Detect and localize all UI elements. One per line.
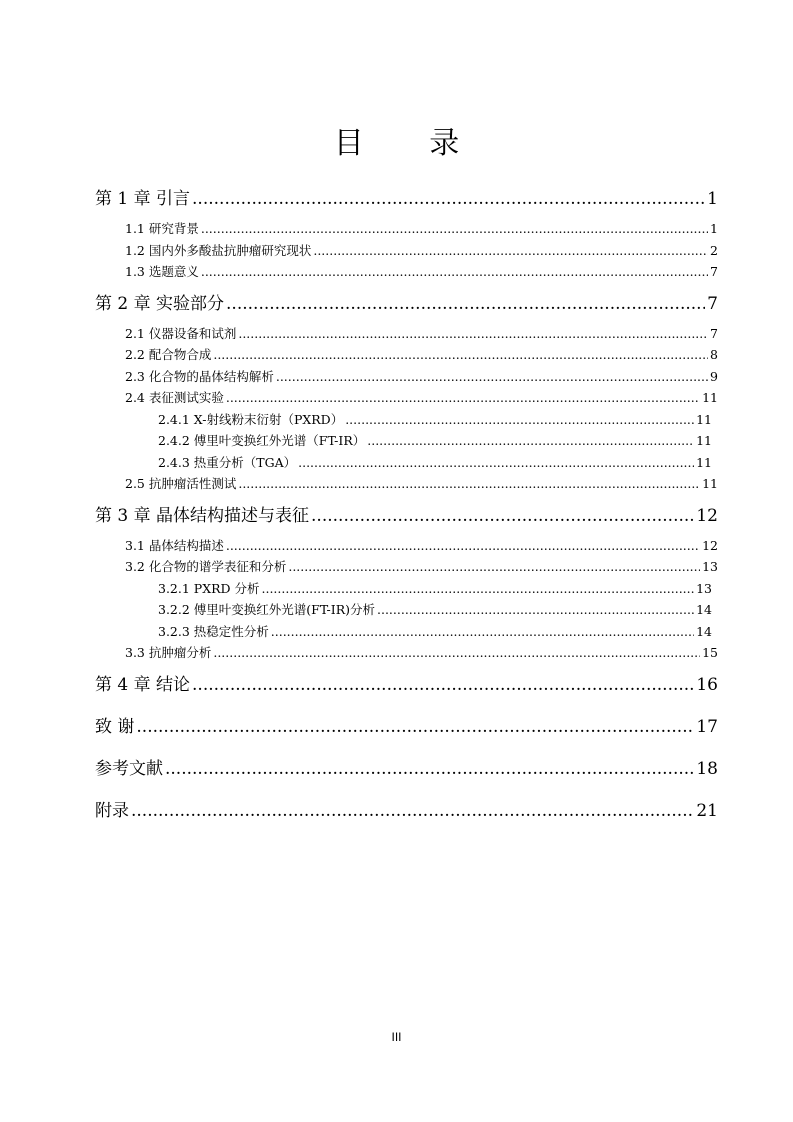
toc-entry-label: 第 1 章 引言 (95, 189, 191, 209)
toc-entry[interactable] (95, 714, 718, 756)
dot-leader (201, 218, 708, 240)
toc-entry-page: 14 (696, 623, 712, 639)
dot-leader (136, 714, 694, 740)
toc-entry-label: 参考文献 (95, 758, 163, 779)
toc-entry-label: 第 3 章 晶体结构描述与表征 (95, 505, 310, 526)
toc-entry-label: 2.4.2 傅里叶变换红外光谱（FT-IR） (158, 433, 366, 448)
toc-entry-label: 3.2.3 热稳定性分析 (158, 623, 269, 639)
toc-entry-page: 11 (702, 390, 718, 405)
toc-entry-label: 2.4.3 热重分析（TGA） (158, 454, 297, 470)
toc-entry[interactable] (158, 409, 712, 431)
toc-list (95, 186, 718, 840)
toc-entry-label: 3.3 抗肿瘤分析 (125, 645, 212, 660)
dot-leader (192, 186, 705, 212)
toc-entry-page: 12 (702, 537, 718, 553)
toc-entry-label: 2.4 表征测试实验 (125, 390, 224, 405)
toc-entry-label: 1.1 研究背景 (125, 221, 199, 236)
dot-leader (377, 599, 694, 621)
dot-leader (201, 261, 708, 283)
dot-leader (345, 409, 694, 431)
toc-entry-page: 18 (696, 758, 718, 779)
toc-entry-page: 2 (710, 242, 718, 258)
toc-entry[interactable] (158, 452, 712, 474)
toc-entry[interactable] (125, 556, 718, 578)
dot-leader (213, 344, 708, 366)
toc-entry-page: 17 (696, 716, 718, 737)
toc-entry-page: 11 (696, 454, 712, 470)
toc-entry[interactable] (158, 599, 712, 621)
toc-entry-page: 1 (707, 189, 718, 209)
toc-entry-page: 11 (696, 411, 712, 427)
toc-entry-page: 13 (696, 580, 712, 596)
toc-entry-label: 2.2 配合物合成 (125, 347, 212, 362)
dot-leader (276, 366, 708, 388)
toc-entry-page: 8 (710, 347, 718, 362)
dot-leader (298, 452, 694, 474)
dot-leader (165, 756, 694, 782)
toc-entry[interactable] (125, 366, 718, 388)
toc-entry-label: 致 谢 (95, 716, 135, 737)
dot-leader (238, 473, 700, 495)
dot-leader (213, 642, 700, 664)
dot-leader (367, 430, 694, 452)
toc-entry-label: 3.2 化合物的谱学表征和分析 (125, 559, 287, 574)
toc-entry-page: 7 (710, 264, 718, 279)
toc-entry-label: 3.2.2 傅里叶变换红外光谱(FT-IR)分析 (158, 602, 376, 617)
toc-entry[interactable] (125, 261, 718, 283)
dot-leader (226, 387, 700, 409)
toc-entry-page: 7 (707, 293, 718, 314)
toc-entry[interactable] (125, 218, 718, 240)
toc-entry-label: 附录 (95, 800, 129, 821)
toc-entry-label: 2.3 化合物的晶体结构解析 (125, 368, 274, 384)
toc-entry-page: 15 (702, 645, 718, 660)
toc-entry-label: 2.1 仪器设备和试剂 (125, 325, 237, 341)
toc-entry[interactable] (158, 430, 712, 452)
toc-entry-page: 13 (702, 559, 718, 574)
toc-entry-label: 第 2 章 实验部分 (95, 293, 225, 314)
dot-leader (238, 323, 708, 345)
toc-entry-label: 2.4.1 X-射线粉末衍射（PXRD） (158, 411, 344, 427)
toc-entry-label: 1.3 选题意义 (125, 264, 199, 279)
toc-entry-page: 7 (710, 325, 718, 341)
toc-entry[interactable] (158, 621, 712, 643)
toc-entry[interactable] (125, 642, 718, 664)
toc-entry[interactable] (125, 323, 718, 345)
toc-entry[interactable] (125, 344, 718, 366)
toc-entry[interactable] (125, 240, 718, 262)
toc-entry-page: 14 (696, 602, 712, 617)
dot-leader (288, 556, 700, 578)
toc-entry-page: 21 (696, 800, 718, 821)
toc-entry-page: 11 (696, 433, 712, 448)
page-title: 目 录 (333, 126, 488, 161)
toc-entry-label: 1.2 国内外多酸盐抗肿瘤研究现状 (125, 242, 312, 258)
dot-leader (192, 672, 694, 698)
toc-entry-label: 3.2.1 PXRD 分析 (158, 580, 260, 596)
toc-entry[interactable] (125, 535, 718, 557)
toc-entry[interactable] (158, 578, 712, 600)
dot-leader (311, 503, 694, 529)
dot-leader (271, 621, 694, 643)
dot-leader (313, 240, 708, 262)
toc-entry-label: 3.1 晶体结构描述 (125, 537, 224, 553)
toc-entry[interactable] (95, 798, 718, 840)
dot-leader (226, 535, 700, 557)
toc-entry-label: 2.5 抗肿瘤活性测试 (125, 476, 237, 491)
toc-entry[interactable] (95, 672, 718, 714)
dot-leader (262, 578, 695, 600)
page-number: III (391, 1030, 402, 1044)
dot-leader (226, 291, 705, 317)
toc-entry-page: 16 (696, 674, 718, 695)
toc-entry[interactable] (95, 756, 718, 798)
toc-entry[interactable] (125, 473, 718, 495)
toc-entry-page: 9 (710, 368, 718, 384)
toc-entry[interactable] (125, 387, 718, 409)
toc-entry-page: 12 (696, 505, 718, 526)
dot-leader (131, 798, 694, 824)
toc-entry-page: 11 (702, 476, 718, 491)
toc-entry-label: 第 4 章 结论 (95, 674, 191, 695)
toc-entry-page: 1 (710, 221, 718, 236)
